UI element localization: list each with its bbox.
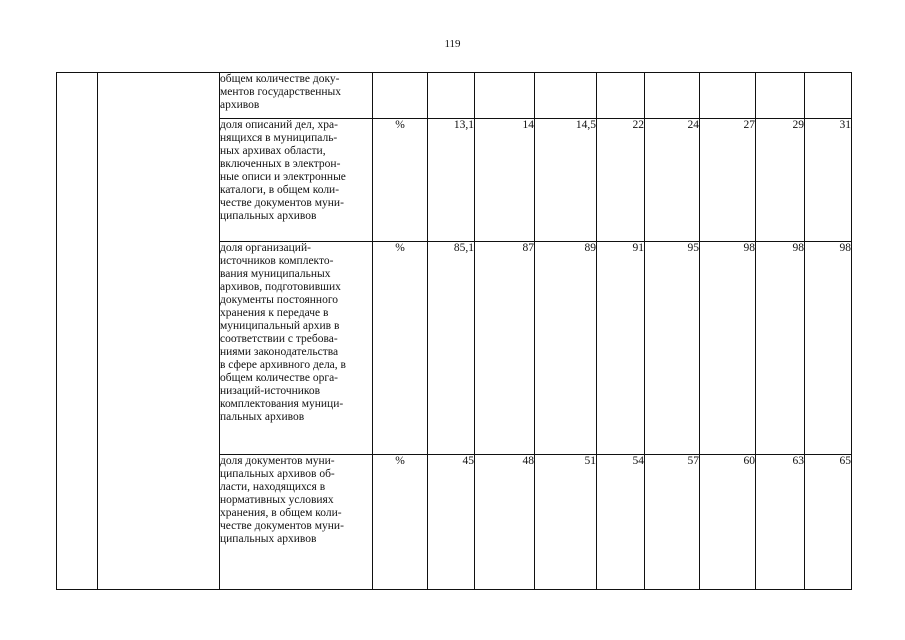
- text-line: каталоги, в общем коли-: [220, 184, 340, 196]
- value-cell: 24: [645, 119, 700, 242]
- value-cell: 85,1: [428, 242, 475, 455]
- value-cell: 13,1: [428, 119, 475, 242]
- unit-cell: %: [373, 455, 428, 590]
- indicator-description: [220, 119, 373, 242]
- text-line: нящихся в муниципаль-: [220, 132, 338, 144]
- text-line: соответствии с требова-: [220, 333, 338, 345]
- unit-cell: %: [373, 119, 428, 242]
- value-cell: 65: [805, 455, 852, 590]
- value-cell: 48: [475, 455, 535, 590]
- text-line: нормативных условиях: [220, 494, 334, 506]
- value-cell: 22: [597, 119, 645, 242]
- value-cell: 14: [475, 119, 535, 242]
- value-cell: [756, 73, 805, 119]
- value-cell: 87: [475, 242, 535, 455]
- text-line: низаций-источников: [220, 385, 321, 397]
- value-cell: [428, 73, 475, 119]
- value-cell: 95: [645, 242, 700, 455]
- text-line: ментов государственных: [220, 86, 341, 98]
- page-number: 119: [444, 38, 461, 50]
- indicator-description: [220, 455, 373, 590]
- value-cell: 27: [700, 119, 756, 242]
- value-cell: 91: [597, 242, 645, 455]
- text-line: ласти, находящихся в: [220, 481, 326, 493]
- text-line: доля документов муни-: [220, 455, 335, 467]
- text-line: честве документов муни-: [220, 197, 344, 209]
- value-cell: 98: [756, 242, 805, 455]
- indicator-description: [220, 73, 373, 119]
- text-line: честве документов муни-: [220, 520, 344, 532]
- text-line: общем количестве доку-: [220, 73, 340, 85]
- value-cell: 98: [700, 242, 756, 455]
- text-line: доля описаний дел, хра-: [220, 119, 338, 131]
- value-cell: 57: [645, 455, 700, 590]
- indicator-description: [220, 242, 373, 455]
- unit-cell: %: [373, 242, 428, 455]
- text-line: пальных архивов: [220, 411, 305, 423]
- text-line: ниями законодательства: [220, 346, 339, 358]
- value-cell: 63: [756, 455, 805, 590]
- text-line: комплектования муници-: [220, 398, 344, 410]
- text-line: хранения, в общем коли-: [220, 507, 342, 519]
- unit-cell: [373, 73, 428, 119]
- text-line: ных архивах области,: [220, 145, 326, 157]
- value-cell: 98: [805, 242, 852, 455]
- value-cell: [805, 73, 852, 119]
- text-line: ные описи и электронные: [220, 171, 346, 183]
- value-cell: [535, 73, 597, 119]
- value-cell: 31: [805, 119, 852, 242]
- value-cell: 51: [535, 455, 597, 590]
- value-cell: [645, 73, 700, 119]
- text-line: ципальных архивов: [220, 533, 317, 545]
- value-cell: 45: [428, 455, 475, 590]
- text-line: муниципальный архив в: [220, 320, 340, 332]
- text-line: хранения к передаче в: [220, 307, 329, 319]
- value-cell: 14,5: [535, 119, 597, 242]
- value-cell: 60: [700, 455, 756, 590]
- value-cell: [475, 73, 535, 119]
- text-line: ципальных архивов: [220, 210, 317, 222]
- value-cell: [597, 73, 645, 119]
- text-line: доля организаций-: [220, 242, 311, 254]
- text-line: архивов, подготовивших: [220, 281, 341, 293]
- value-cell: 54: [597, 455, 645, 590]
- indicator-table: [56, 72, 852, 590]
- value-cell: 89: [535, 242, 597, 455]
- text-line: общем количестве орга-: [220, 372, 339, 384]
- text-line: вания муниципальных: [220, 268, 331, 280]
- table-cell: [57, 73, 98, 590]
- text-line: документы постоянного: [220, 294, 339, 306]
- value-cell: 29: [756, 119, 805, 242]
- table-cell: [98, 73, 220, 590]
- value-cell: [700, 73, 756, 119]
- text-line: в сфере архивного дела, в: [220, 359, 346, 371]
- text-line: архивов: [220, 99, 260, 111]
- table-row: [57, 73, 852, 119]
- text-line: ципальных архивов об-: [220, 468, 335, 480]
- text-line: источников комплекто-: [220, 255, 334, 267]
- text-line: включенных в электрон-: [220, 158, 341, 170]
